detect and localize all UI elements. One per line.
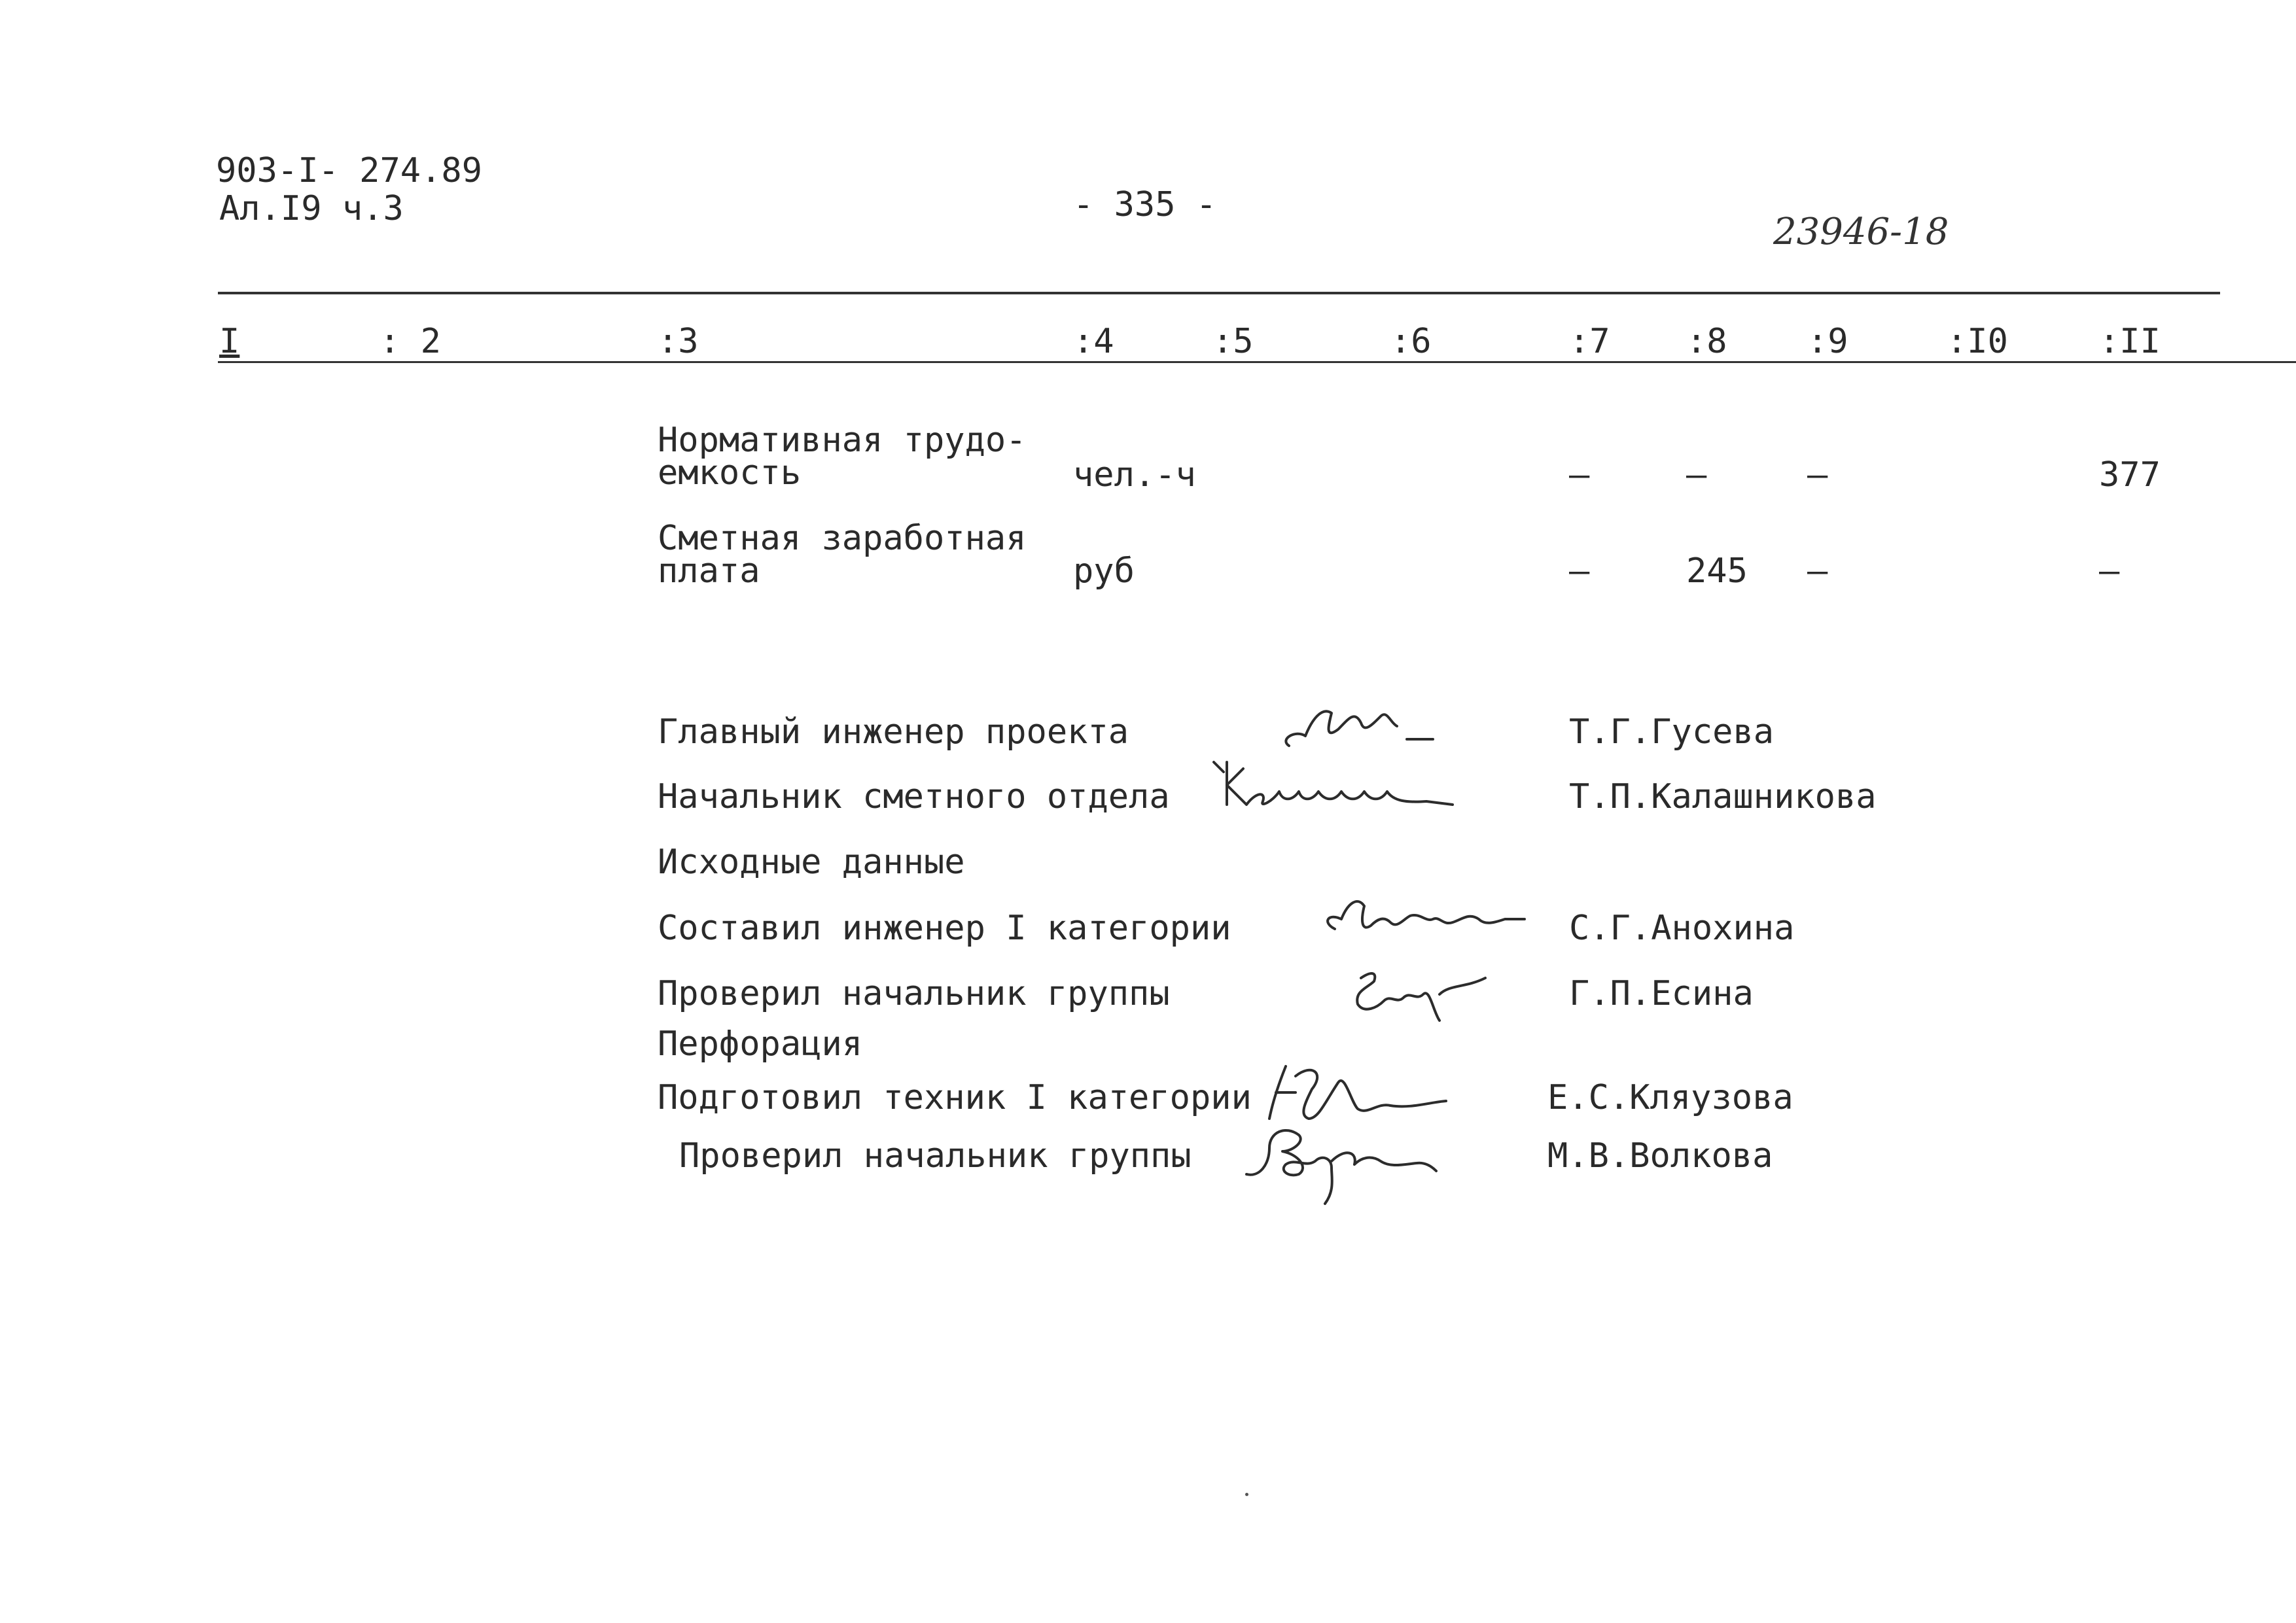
column-numbers-rule <box>218 361 2296 363</box>
signatory-role: Проверил начальник группы <box>658 974 1170 1013</box>
column-number: :I0 <box>1947 322 2008 361</box>
row-name-line: Нормативная трудо- <box>658 421 1027 460</box>
column-number: :3 <box>658 322 699 361</box>
row-value-col11: – <box>2099 551 2120 591</box>
signatory-role: Начальник сметного отдела <box>658 777 1170 816</box>
signatory-name: С.Г.Анохина <box>1569 909 1795 948</box>
column-number: :6 <box>1390 322 1432 361</box>
column-number: I <box>219 322 240 361</box>
column-number: :5 <box>1212 322 1254 361</box>
signatory-role: Главный инженер проекта <box>658 712 1129 752</box>
column-number: : 2 <box>380 322 441 361</box>
section-heading: Исходные данные <box>658 843 965 882</box>
row-value-col9: – <box>1807 551 1828 591</box>
row-value-col9: – <box>1807 455 1828 495</box>
album-reference: Ал.I9 ч.3 <box>219 189 404 228</box>
stray-dot <box>1245 1493 1248 1496</box>
column-number: :9 <box>1807 322 1848 361</box>
header-rule <box>218 292 2220 294</box>
signatory-name: Г.П.Есина <box>1569 974 1754 1013</box>
handwritten-signature <box>1240 1112 1462 1210</box>
signatory-name: Е.С.Кляузова <box>1547 1078 1793 1117</box>
signatory-role: Подготовил техник I категории <box>658 1078 1252 1117</box>
row-value-col11: 377 <box>2099 455 2161 495</box>
signatory-role: Проверил начальник группы <box>679 1136 1192 1176</box>
row-value-col7: – <box>1569 551 1590 591</box>
row-unit: чел.-ч <box>1073 455 1196 495</box>
signatory-name: Т.Г.Гусева <box>1569 712 1775 752</box>
signatory-role: Составил инженер I категории <box>658 909 1231 948</box>
column-number: :4 <box>1073 322 1114 361</box>
row-value-col8: – <box>1686 455 1707 495</box>
handwritten-signature <box>1276 693 1446 759</box>
row-unit: руб <box>1073 551 1135 591</box>
inventory-number: 23946-18 <box>1773 211 1949 253</box>
handwritten-signature <box>1315 883 1531 949</box>
section-heading: Перфорация <box>658 1024 863 1064</box>
column-number: :II <box>2099 322 2161 361</box>
signatory-name: Т.П.Калашникова <box>1569 777 1877 816</box>
page-number: - 335 - <box>1073 185 1217 224</box>
handwritten-signature <box>1341 952 1492 1024</box>
row-name-line: емкость <box>658 453 802 493</box>
column-number: :7 <box>1569 322 1610 361</box>
row-value-col8: 245 <box>1686 551 1748 591</box>
row-name-line: плата <box>658 551 760 591</box>
column-number: :8 <box>1686 322 1727 361</box>
handwritten-signature <box>1210 756 1459 821</box>
document-code: 903-I- 274.89 <box>216 151 482 190</box>
row-value-col7: – <box>1569 455 1590 495</box>
row-name-line: Сметная заработная <box>658 519 1027 558</box>
signatory-name: М.В.Волкова <box>1547 1136 1773 1176</box>
